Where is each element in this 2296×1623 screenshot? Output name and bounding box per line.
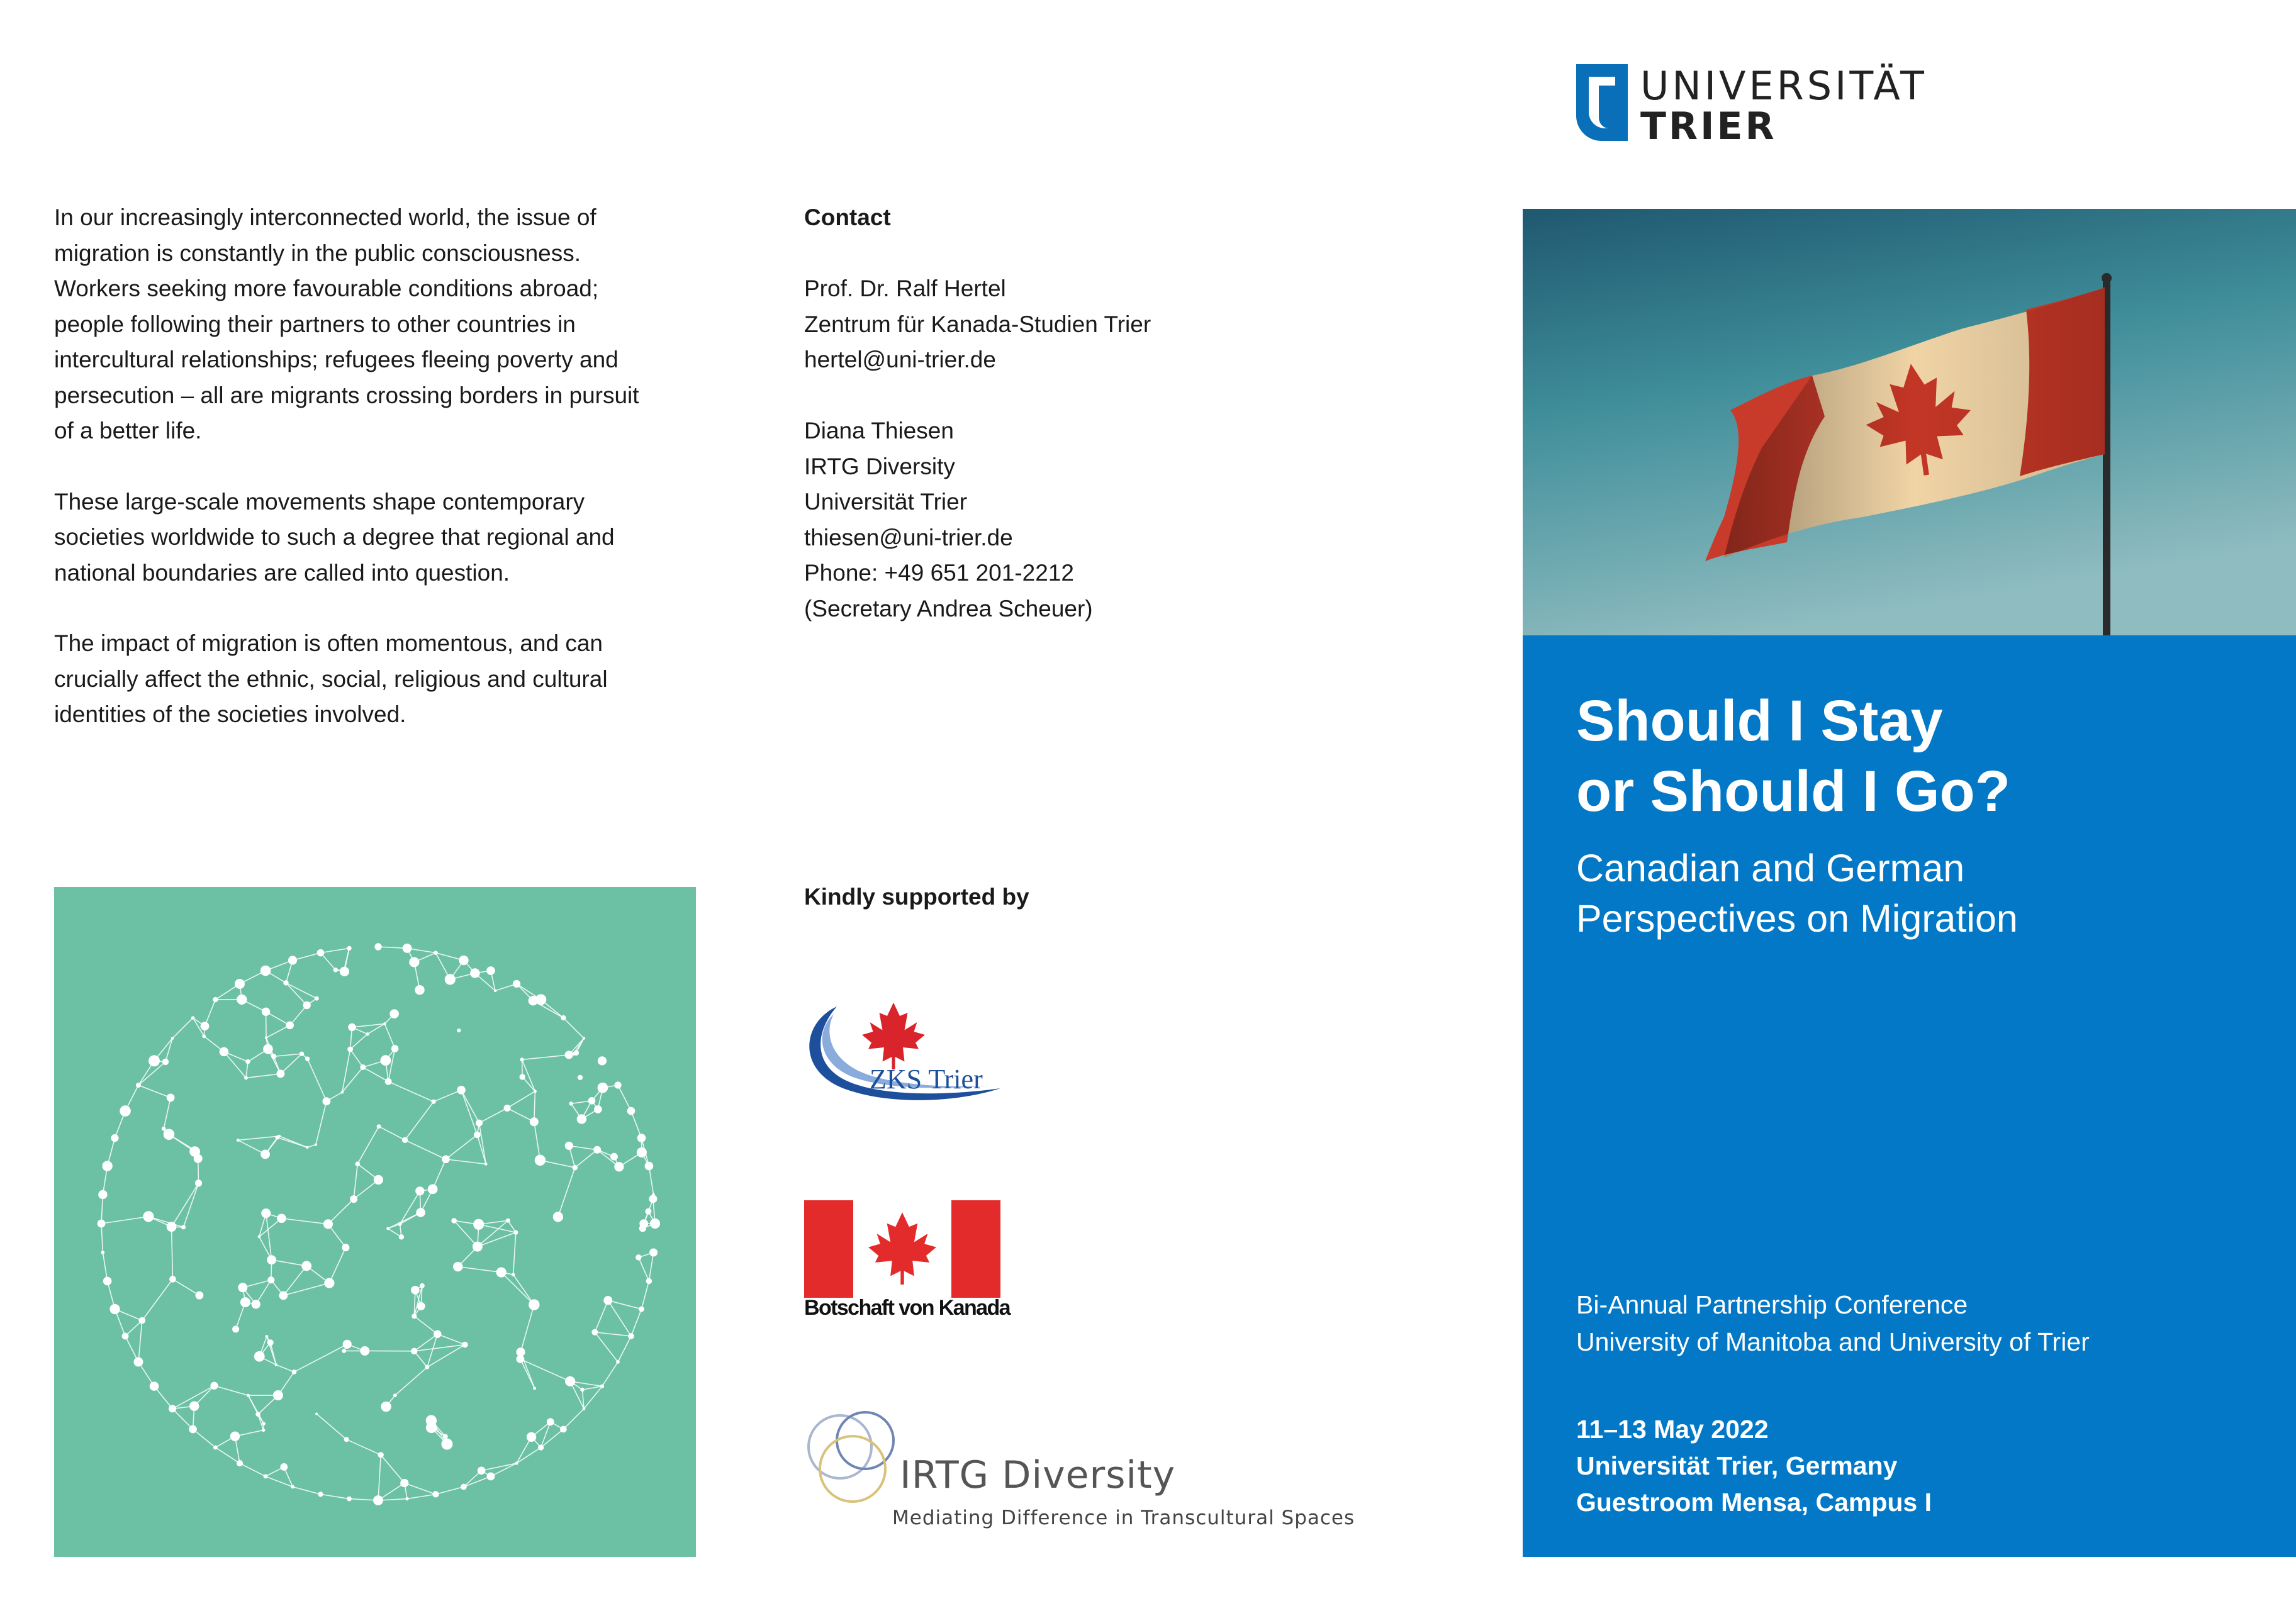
contact-phone: Phone: +49 651 201-2212 xyxy=(804,560,1074,586)
conference-date: 11–13 May 2022 xyxy=(1576,1415,1769,1444)
university-name-line2: TRIER xyxy=(1640,104,1777,148)
supported-by-heading: Kindly supported by xyxy=(804,884,1029,910)
network-globe-graphic xyxy=(54,887,696,1557)
cover-panel xyxy=(1523,635,2296,1557)
intro-text xyxy=(54,200,702,768)
canadian-flag-photo xyxy=(1523,209,2296,635)
contact-email-link[interactable]: hertel@uni-trier.de xyxy=(804,347,996,372)
contact-email-link[interactable]: thiesen@uni-trier.de xyxy=(804,524,1013,550)
contact-section xyxy=(804,200,1370,627)
irtg-title: IRTG Diversity xyxy=(900,1453,1176,1497)
conference-venue: Universität Trier, Germany xyxy=(1576,1451,1898,1480)
conference-date-location xyxy=(1576,1411,1932,1520)
contact-affiliation: IRTG Diversity xyxy=(804,453,955,479)
conference-subtitle: Canadian and German Perspectives on Migration xyxy=(1576,847,2018,940)
university-emblem-icon xyxy=(1576,64,1628,141)
intro-paragraph-2: These large-scale movements shape contemporary societies worldwide to such a degree that regional and national boundaries are called into question. xyxy=(54,488,615,586)
contact-affiliation: Zentrum für Kanada-Studien Trier xyxy=(804,311,1151,337)
irtg-rings-icon xyxy=(802,1403,903,1516)
university-trier-logo xyxy=(1576,63,1927,148)
zks-label: ZKS Trier xyxy=(870,1064,983,1095)
conference-room: Guestroom Mensa, Campus I xyxy=(1576,1488,1932,1517)
irtg-diversity-logo xyxy=(802,1403,1355,1535)
canada-flag-icon xyxy=(804,1200,1000,1298)
canada-embassy-logo xyxy=(804,1200,1010,1323)
contact-name: Diana Thiesen xyxy=(804,418,954,443)
conference-title: Should I Stay or Should I Go? xyxy=(1576,689,2010,823)
contact-secretary: (Secretary Andrea Scheuer) xyxy=(804,595,1093,622)
intro-paragraph-3: The impact of migration is often momentous, and can crucially affect the ethnic, social, religious and cultural identities of the societies involved. xyxy=(54,630,608,727)
network-globe-image xyxy=(54,887,696,1557)
university-name-line1: UNIVERSITÄT xyxy=(1640,63,1927,109)
irtg-subtitle: Mediating Difference in Transcultural Spaces xyxy=(892,1507,1355,1529)
canada-embassy-caption: Botschaft von Kanada xyxy=(804,1296,1010,1320)
intro-paragraph-1: In our increasingly interconnected world, the issue of migration is constantly in the public consciousness. Workers seeking more favourable conditions abroad; people following their partners to other countries in intercultural relationships; refugees fleeing poverty and persecution – all are migrants crossing borders in pursuit of a better life. xyxy=(54,204,639,443)
contact-heading: Contact xyxy=(804,204,891,230)
conference-description: Bi-Annual Partnership Conference University of Manitoba and University of Trier xyxy=(1576,1290,2090,1356)
contact-name: Prof. Dr. Ralf Hertel xyxy=(804,276,1006,301)
zks-trier-logo xyxy=(799,994,1013,1107)
contact-affiliation: Universität Trier xyxy=(804,489,968,515)
